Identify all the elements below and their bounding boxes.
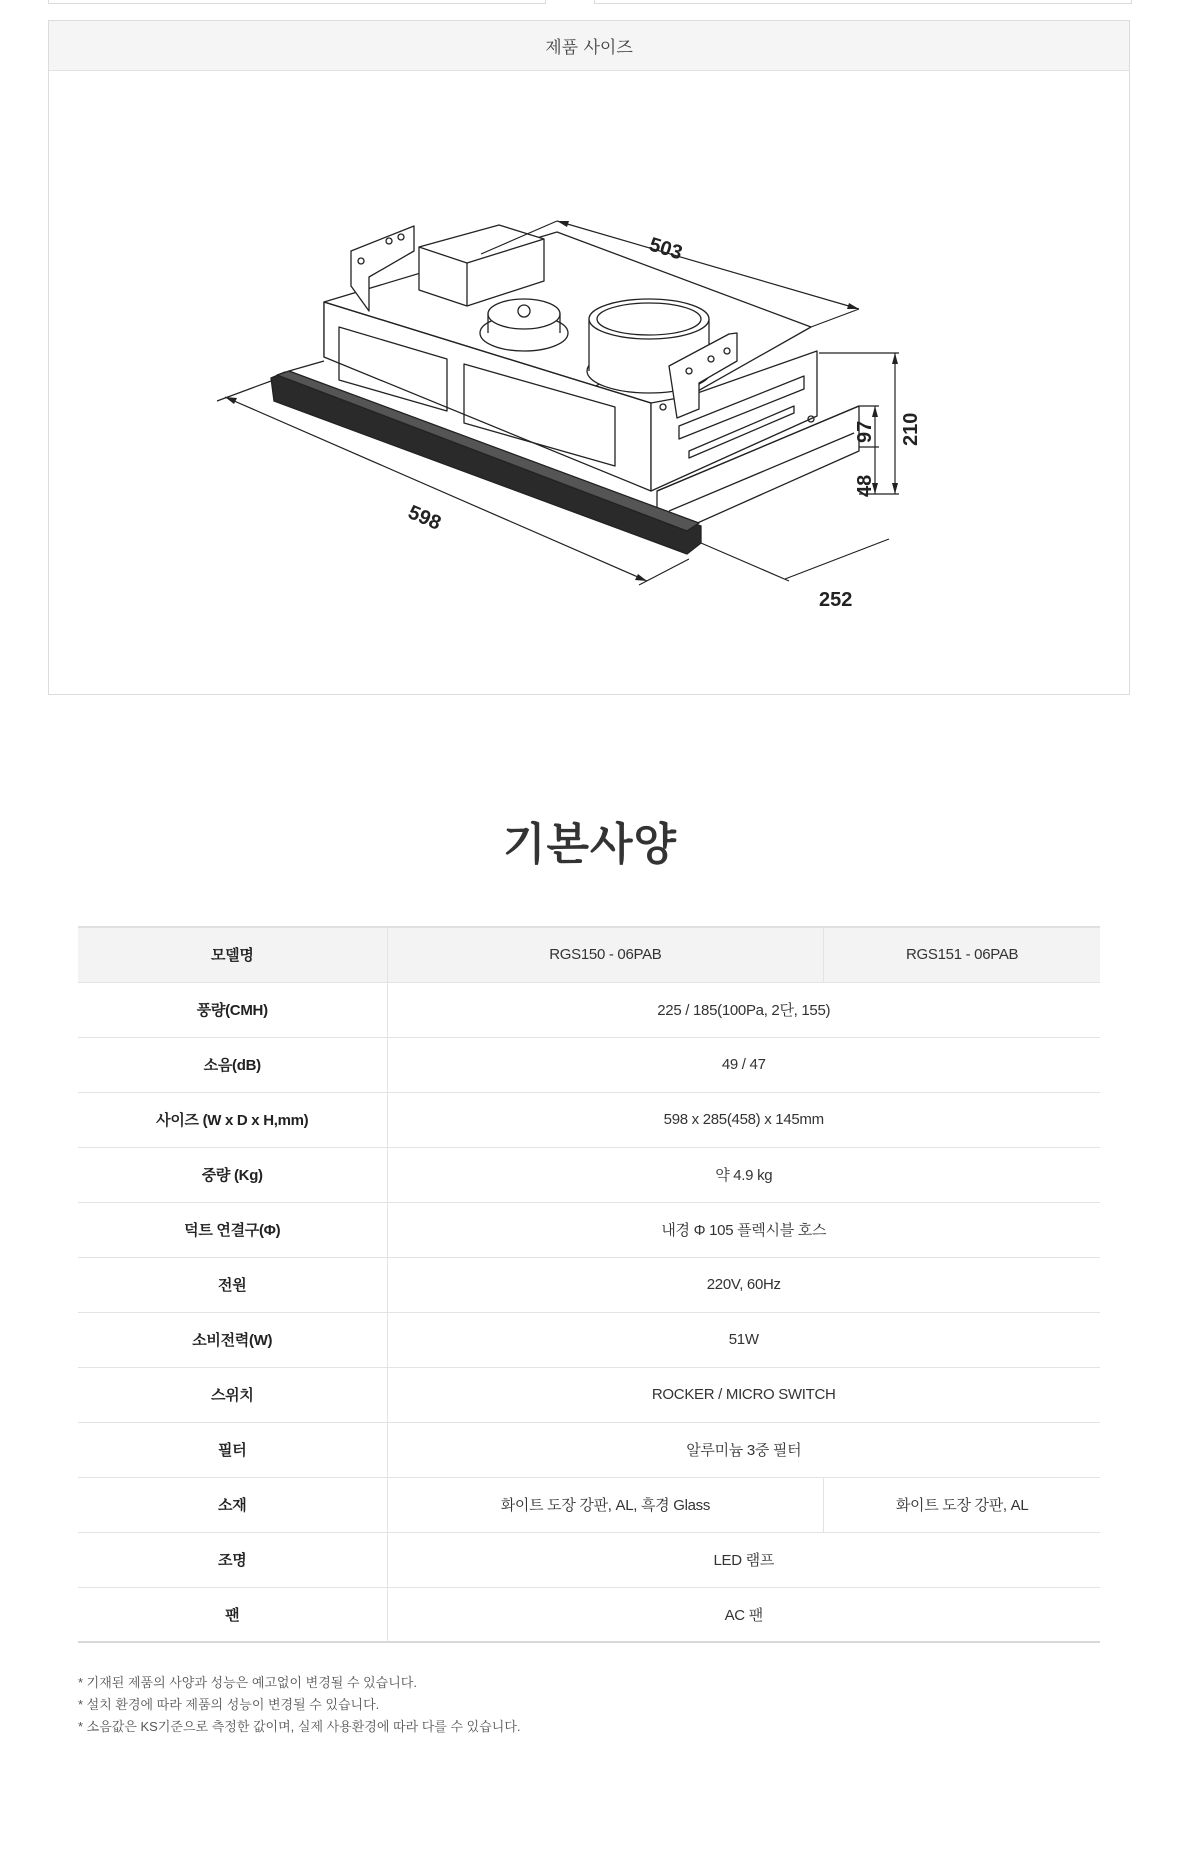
range-hood-dimension-drawing xyxy=(49,71,1129,691)
product-size-panel xyxy=(48,20,1130,695)
table-row xyxy=(78,1037,1100,1092)
row-value: 49 / 47 xyxy=(387,1037,1100,1092)
row-value: 내경 Φ 105 플렉시블 호스 xyxy=(387,1202,1100,1257)
table-row xyxy=(78,1587,1100,1642)
table-row xyxy=(78,982,1100,1037)
note-line: * 기재된 제품의 사양과 성능은 예고없이 변경될 수 있습니다. xyxy=(78,1675,417,1690)
row-value: LED 램프 xyxy=(387,1532,1100,1587)
row-value: 약 4.9 kg xyxy=(387,1147,1100,1202)
spec-notes xyxy=(78,1672,520,1738)
table-row xyxy=(78,1147,1100,1202)
row-label: 중량 (Kg) xyxy=(78,1147,387,1202)
row-label: 팬 xyxy=(78,1587,387,1642)
dim-total-height: 210 xyxy=(900,412,922,446)
row-label: 소음(dB) xyxy=(78,1037,387,1092)
row-value: 알루미늄 3중 필터 xyxy=(387,1422,1100,1477)
row-value: AC 팬 xyxy=(724,1606,763,1624)
table-row xyxy=(78,1202,1100,1257)
table-row xyxy=(78,1532,1100,1587)
spec-section-title: 기본사양 xyxy=(502,819,677,870)
previous-section-edge xyxy=(0,0,1180,4)
row-value: 220V, 60Hz xyxy=(387,1257,1100,1312)
model-a: RGS150 - 06PAB xyxy=(387,927,824,982)
previous-box-right xyxy=(594,0,1132,4)
dim-depth-top: 503 xyxy=(646,233,685,265)
dim-depth-bottom: 252 xyxy=(819,589,853,611)
hood-diagram xyxy=(49,71,1129,691)
product-size-title: 제품 사이즈 xyxy=(49,21,1129,71)
row-value: 598 x 285(458) x 145mm xyxy=(387,1092,1100,1147)
row-label: 모델명 xyxy=(78,927,387,982)
row-label: 풍량(CMH) xyxy=(78,982,387,1037)
row-label: 소재 xyxy=(78,1477,387,1532)
row-value: 225 / 185(100Pa, 2단, 155) xyxy=(387,982,1100,1037)
row-label: 덕트 연결구(Φ) xyxy=(78,1202,387,1257)
row-value: 51W xyxy=(387,1312,1100,1367)
dim-width: 598 xyxy=(404,501,445,535)
spec-table xyxy=(78,926,1100,1643)
row-label: 필터 xyxy=(78,1422,387,1477)
row-label: 스위치 xyxy=(78,1367,387,1422)
table-row xyxy=(78,1422,1100,1477)
row-label: 조명 xyxy=(78,1532,387,1587)
dim-body-height: 97 xyxy=(854,420,876,443)
material-model-b: 화이트 도장 강판, AL xyxy=(824,1477,1100,1532)
table-row xyxy=(78,1092,1100,1147)
table-row xyxy=(78,1367,1100,1422)
model-b: RGS151 - 06PAB xyxy=(824,927,1100,982)
note-line: * 설치 환경에 따라 제품의 성능이 변경될 수 있습니다. xyxy=(78,1697,380,1712)
note-line: * 소음값은 KS기준으로 측정한 값이며, 실제 사용환경에 따라 다를 수 있습니다. xyxy=(78,1719,521,1734)
table-row-material xyxy=(78,1477,1100,1532)
table-row-model xyxy=(78,927,1100,982)
table-row xyxy=(78,1257,1100,1312)
row-label: 소비전력(W) xyxy=(78,1312,387,1367)
dim-front-height: 48 xyxy=(854,474,876,497)
material-model-a: 화이트 도장 강판, AL, 흑경 Glass xyxy=(387,1477,824,1532)
row-value: ROCKER / MICRO SWITCH xyxy=(387,1367,1100,1422)
row-label: 사이즈 (W x D x H,mm) xyxy=(78,1092,387,1147)
previous-box-left xyxy=(48,0,546,4)
row-label: 전원 xyxy=(78,1257,387,1312)
table-row xyxy=(78,1312,1100,1367)
